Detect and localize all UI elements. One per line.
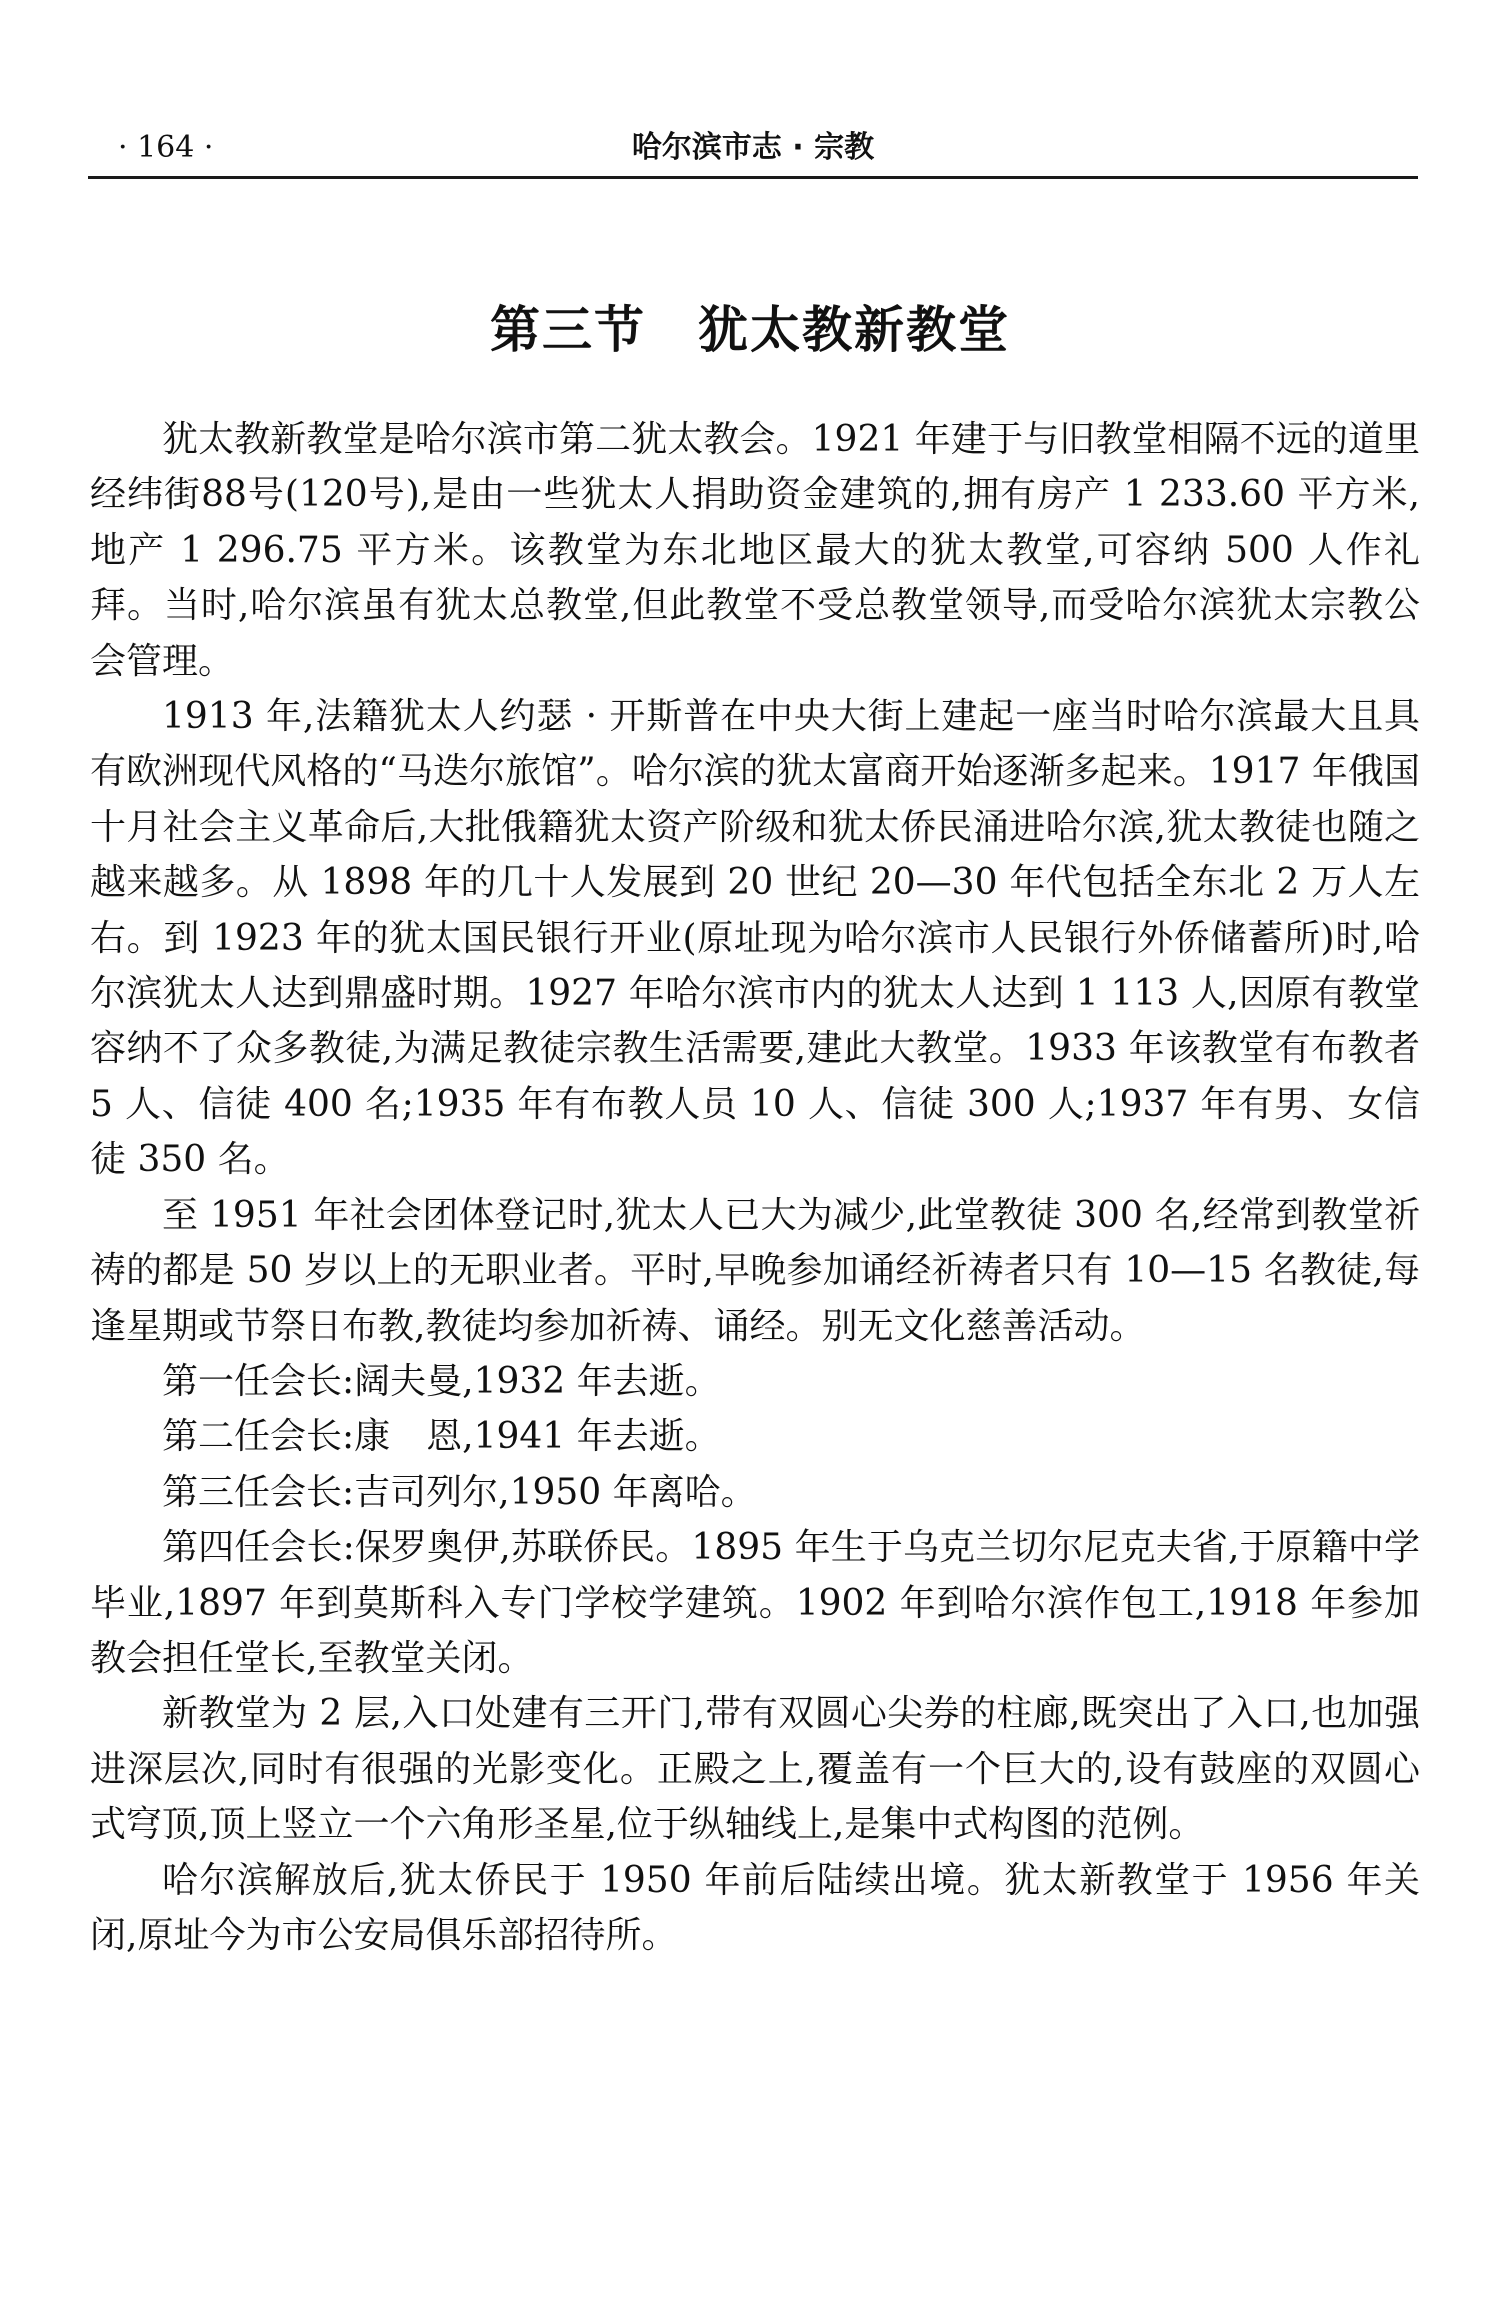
paragraph-third-president: 第三任会长:吉司列尔,1950 年离哈。 (162, 1471, 757, 1513)
paragraph-fourth-president: 第四任会长:保罗奥伊,苏联侨民。1895 年生于乌克兰切尔尼克夫省,于原籍中学毕业,1897 年到莫斯科入专门学校学建筑。1902 年到哈尔滨作包工,1918 年参加教会担任堂长,至教堂关闭。 (90, 1527, 1420, 1679)
paragraph-architecture: 新教堂为 2 层,入口处建有三开门,带有双圆心尖券的柱廊,既突出了入口,也加强进深层次,同时有很强的光影变化。正殿之上,覆盖有一个巨大的,设有鼓座的双圆心式穹顶,顶上竖立一个六角形圣星,位于纵轴线上,是集中式构图的范例。 (90, 1693, 1420, 1846)
paragraph-second-president: 第二任会长:康 恩,1941 年去逝。 (162, 1416, 721, 1458)
paragraph-first-president: 第一任会长:阔夫曼,1932 年去逝。 (162, 1360, 721, 1402)
page-number: · 164 · (118, 130, 214, 165)
page-header (88, 128, 1418, 179)
running-title: 哈尔滨市志 · 宗教 (631, 130, 875, 165)
paragraph-1951-registration: 至 1951 年社会团体登记时,犹太人已大为减少,此堂教徒 300 名,经常到教堂祈祷的都是 50 岁以上的无职业者。平时,早晚参加诵经祈祷者只有 10—15 名教徒,每逢星期或节祭日布教,教徒均参加祈祷、诵经。别无文化慈善活动。 (90, 1194, 1420, 1347)
section-title: 第三节 犹太教新教堂 (490, 301, 1010, 359)
paragraph-closure: 哈尔滨解放后,犹太侨民于 1950 年前后陆续出境。犹太新教堂于 1956 年关闭,原址今为市公安局俱乐部招待所。 (90, 1859, 1420, 1956)
paragraph-history: 1913 年,法籍犹太人约瑟 · 开斯普在中央大街上建起一座当时哈尔滨最大且具有欧洲现代风格的“马迭尔旅馆”。哈尔滨的犹太富商开始逐渐多起来。1917 年俄国十月社会主义革命后,大批俄籍犹太资产阶级和犹太侨民涌进哈尔滨,犹太教徒也随之越来越多。从 1898 年的几十人发展到 20 世纪 20—30 年代包括全东北 2 万人左右。到 1923 年的犹太国民银行开业(原址现为哈尔滨市人民银行外侨储蓄所)时,哈尔滨犹太人达到鼎盛时期。1927 年哈尔滨市内的犹太人达到 1 113 人,因原有教堂容纳不了众多教徒,为满足教徒宗教生活需要,建此大教堂。1933 年该教堂有布教者 5 人、信徒 400 名;1935 年有布教人员 10 人、信徒 300 人;1937 年有男、女信徒 350 名。 (90, 696, 1420, 1181)
body-text (90, 412, 1420, 1963)
paragraph-intro: 犹太教新教堂是哈尔滨市第二犹太教会。1921 年建于与旧教堂相隔不远的道里经纬街88号(120号),是由一些犹太人捐助资金建筑的,拥有房产 1 233.60 平方米,地产 1 296.75 平方米。该教堂为东北地区最大的犹太教堂,可容纳 500 人作礼拜。当时,哈尔滨虽有犹太总教堂,但此教堂不受总教堂领导,而受哈尔滨犹太宗教公会管理。 (90, 419, 1420, 682)
